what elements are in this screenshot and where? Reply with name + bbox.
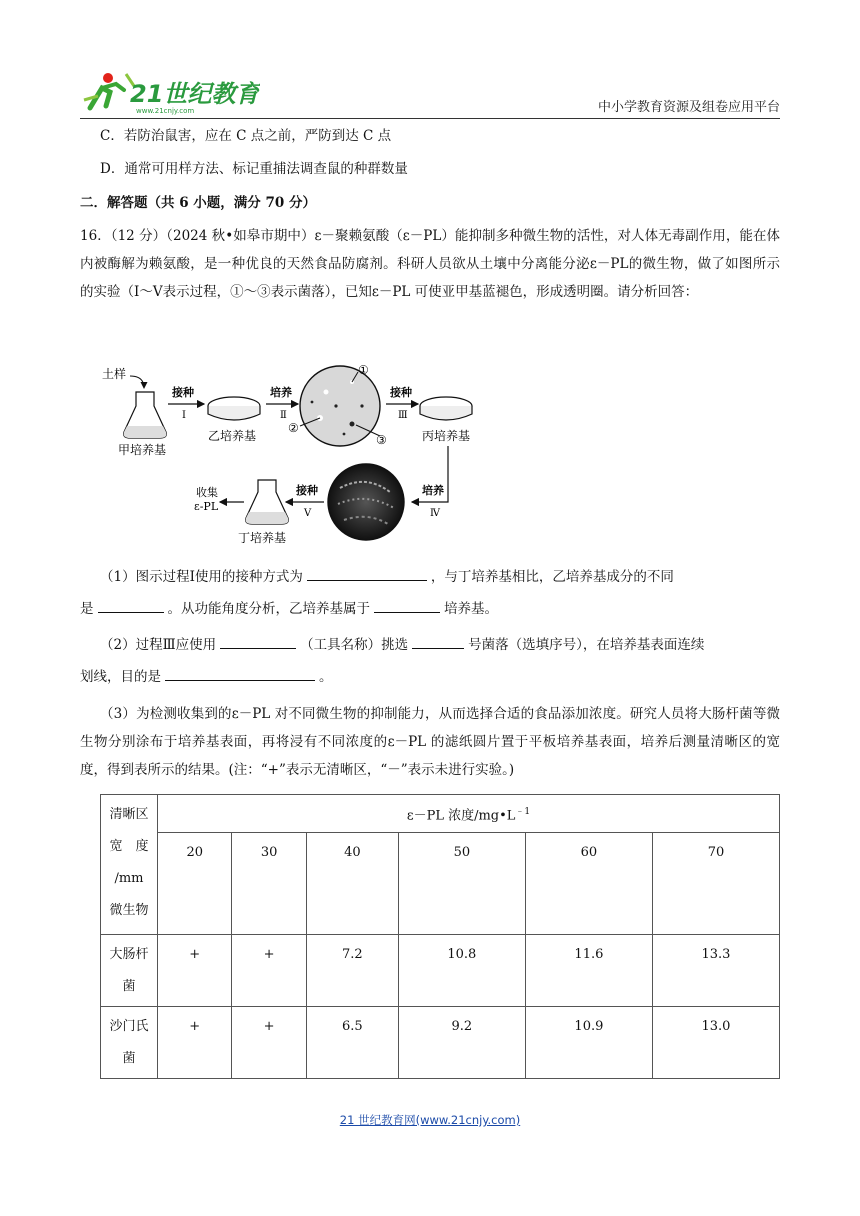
table-row (101, 1007, 780, 1079)
dish-yi (208, 397, 260, 420)
footer-link[interactable]: 21 世纪教育网(www.21cnjy.com) (339, 1113, 521, 1127)
flask-ding (246, 480, 289, 524)
svg-text:Ⅳ: Ⅳ (430, 508, 440, 519)
q2-blank2[interactable] (412, 634, 464, 649)
table-cell: 9.2 (398, 1007, 525, 1079)
q1-line2: 是 。从功能角度分析，乙培养基属于 培养基。 (80, 598, 498, 619)
svg-text:培养: 培养 (422, 484, 444, 497)
table-cell: 7.2 (306, 935, 398, 1007)
q1-blank1[interactable] (307, 566, 427, 581)
q3-text: （3）为检测收集到的ε－PL 对不同微生物的抑制能力，从而选择合适的食品添加浓度。研究人员将大肠杆菌等微生物分别涂布于培养基表面，再将浸有不同浓度的ε－PL 的滤纸圆片置于平板培养基表面，培养后测量清晰区的宽度，得到表所示的结果。(注：“+”表示无清晰区，“－”表示未进行实验。) (80, 706, 780, 778)
table-cell: 13.3 (652, 935, 779, 1007)
conc-50: 50 (398, 833, 525, 935)
svg-text:②: ② (288, 421, 299, 435)
conc-70: 70 (652, 833, 779, 935)
table-cell: 11.6 (525, 935, 652, 1007)
svg-text:ε-PL: ε-PL (194, 500, 219, 513)
svg-text:培养: 培养 (270, 386, 292, 399)
q2-blank3[interactable] (165, 666, 315, 681)
svg-text:甲培养基: 甲培养基 (118, 443, 167, 457)
svg-text:Ⅱ: Ⅱ (280, 410, 287, 421)
q2-line2: 划线，目的是 。 (80, 666, 333, 687)
page-header (80, 66, 780, 118)
inhibition-table (100, 794, 780, 1079)
q1-blank3[interactable] (374, 598, 440, 613)
svg-text:接种: 接种 (172, 386, 194, 399)
svg-text:丁培养基: 丁培养基 (238, 531, 287, 545)
experiment-diagram (100, 362, 480, 552)
section-title: 二．解答题（共 6 小题，满分 70 分） (80, 195, 316, 211)
colony-plate (300, 366, 380, 446)
svg-text:收集: 收集 (196, 486, 218, 499)
dish-bing (420, 397, 472, 420)
option-d: D．通常可用样方法、标记重捕法调查鼠的种群数量 (100, 161, 408, 177)
svg-text:土样: 土样 (102, 367, 127, 381)
svg-text:接种: 接种 (296, 484, 318, 497)
svg-text:丙培养基: 丙培养基 (422, 429, 471, 443)
svg-text:21世纪教育: 21世纪教育 (130, 80, 260, 108)
conc-header: ε－PL 浓度$/mg•L^{﹣1}$ (158, 795, 780, 833)
conc-30: 30 (232, 833, 306, 935)
svg-text:③: ③ (376, 433, 387, 447)
conc-20: 20 (158, 833, 232, 935)
conc-60: 60 (525, 833, 652, 935)
flask-jia (124, 392, 167, 438)
svg-text:www.21cnjy.com: www.21cnjy.com (136, 107, 195, 115)
table-cell: 10.8 (398, 935, 525, 1007)
header-divider (80, 118, 780, 119)
q2-line1: （2）过程Ⅲ应使用 （工具名称）挑选 号菌落（选填序号），在培养基表面连续 (100, 634, 704, 655)
conc-40: 40 (306, 833, 398, 935)
table-cell: + (232, 1007, 306, 1079)
svg-text:Ⅰ: Ⅰ (182, 410, 186, 421)
svg-text:Ⅲ: Ⅲ (398, 410, 408, 421)
table-cell: 13.0 (652, 1007, 779, 1079)
svg-text:乙培养基: 乙培养基 (208, 429, 257, 443)
svg-text:Ⅴ: Ⅴ (304, 508, 312, 519)
row-name: 大肠杆 菌 (101, 935, 158, 1007)
q1-blank2[interactable] (98, 598, 164, 613)
svg-text:接种: 接种 (390, 386, 412, 399)
q2-blank1[interactable] (220, 634, 296, 649)
table-cell: + (158, 1007, 232, 1079)
table-cell: 10.9 (525, 1007, 652, 1079)
logo-21cnjy (80, 66, 260, 116)
platform-name: 中小学教育资源及组卷应用平台 (597, 100, 780, 115)
question-intro: 16．（12 分）（2024 秋•如皋市期中）ε－聚赖氨酸（ε－PL）能抑制多种微生物的活性，对人体无毒副作用，能在体内被酶解为赖氨酸，是一种优良的天然食品防腐剂。科研人员欲从土壤中分离能分泌ε－PL的微生物，做了如图所示的实验（Ⅰ～Ⅴ表示过程，①～③表示菌落），已知ε－PL 可使亚甲基蓝褪色，形成透明圈。请分析回答： (80, 228, 780, 300)
q1-line1: （1）图示过程Ⅰ使用的接种方式为 ，与丁培养基相比，乙培养基成分的不同 (100, 566, 674, 587)
svg-text:①: ① (358, 363, 369, 377)
table-cell: 6.5 (306, 1007, 398, 1079)
table-cell: + (232, 935, 306, 1007)
row-name: 沙门氏 菌 (101, 1007, 158, 1079)
table-corner: 清晰区 宽 度 /mm 微生物 (101, 795, 158, 935)
streak-plate (328, 464, 404, 540)
table-row (101, 935, 780, 1007)
table-cell: + (158, 935, 232, 1007)
option-c: C．若防治鼠害，应在 C 点之前，严防到达 C 点 (100, 128, 392, 144)
